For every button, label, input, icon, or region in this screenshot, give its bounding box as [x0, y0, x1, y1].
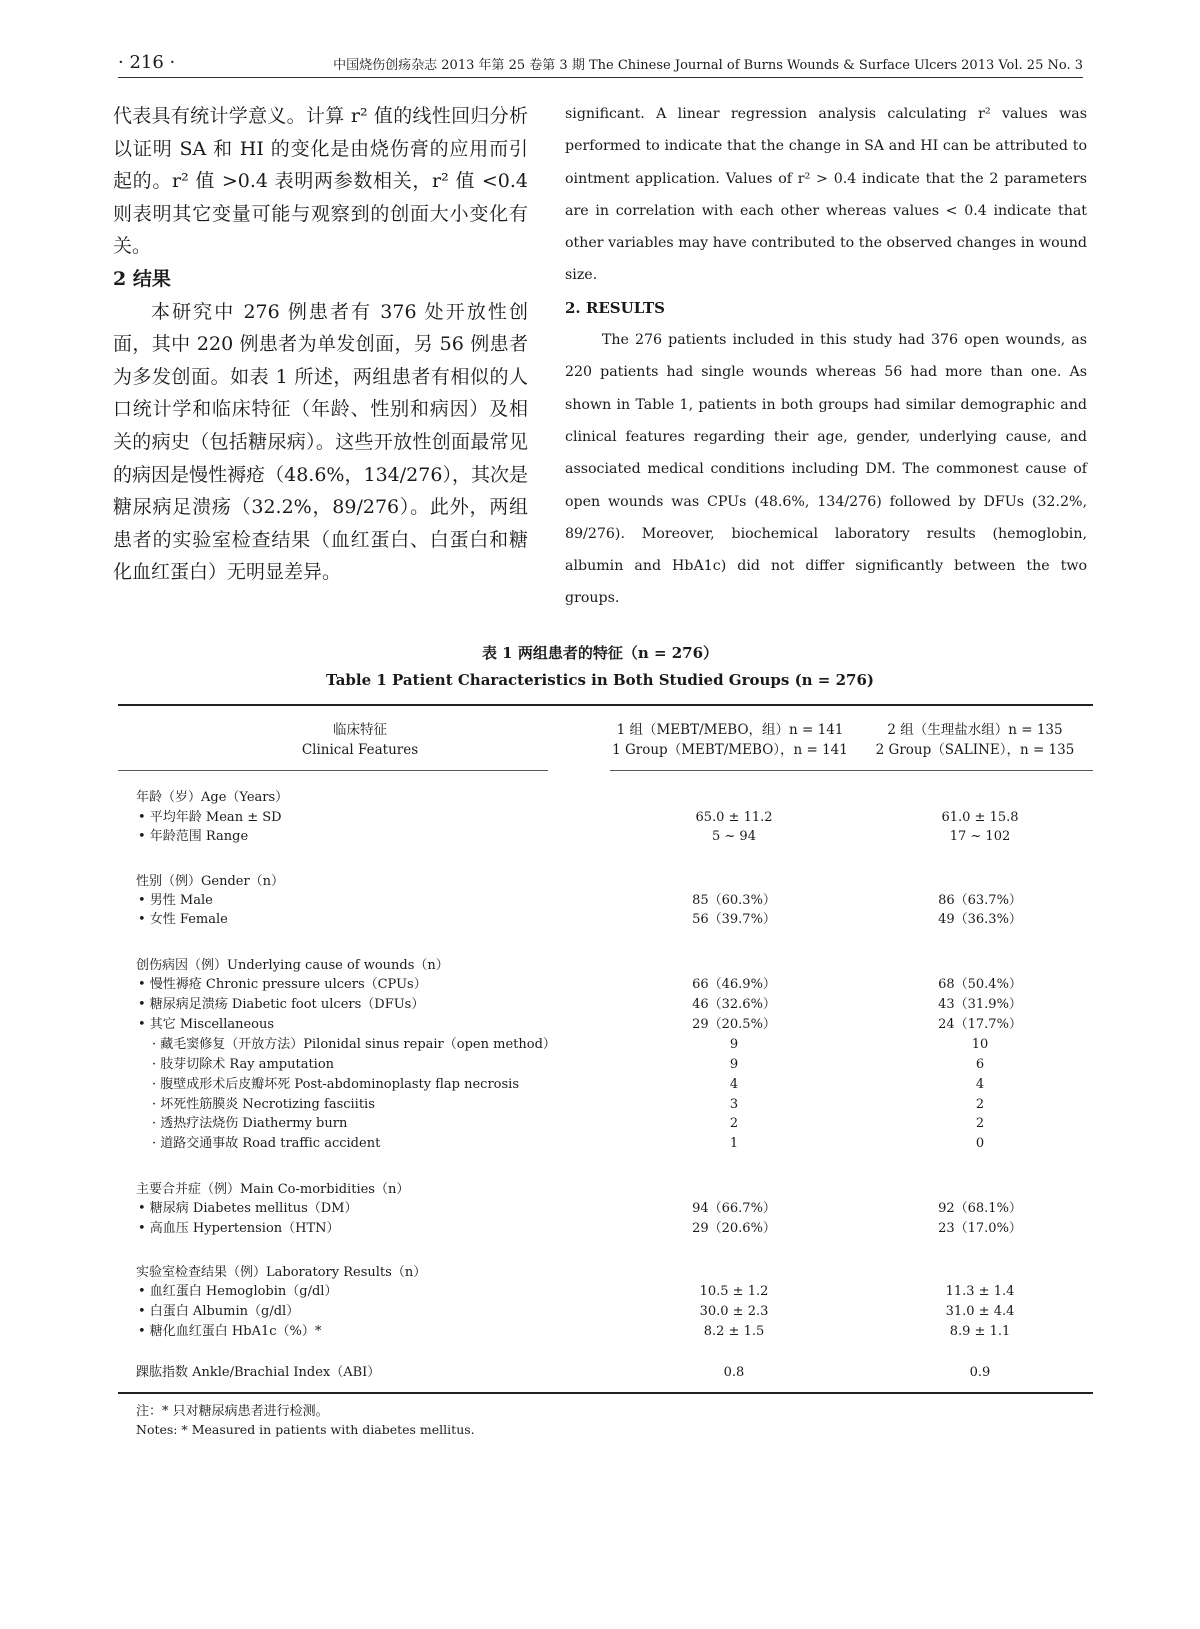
table-row: [0, 872, 1200, 892]
row-label: · 坏死性筋膜炎 Necrotizing fasciitis: [152, 1097, 375, 1112]
table-note-chinese: 注：* 只对糖尿病患者进行检测。: [136, 1404, 329, 1419]
row-label: · 道路交通事故 Road traffic accident: [152, 1136, 381, 1151]
table-row: [0, 1134, 1200, 1154]
chinese-paragraph-results: 本研究中 276 例患者有 376 处开放性创面，其中 220 例患者为单发创面，另 56 例患者为多发创面。如表 1 所述，两组患者有相似的人口统计学和临床特征（年龄、性别和病因）及相关的病史（包括糖尿病）。这些开放性创面最常见的病因是慢性褥疮（48.6%，134/276），其次是糖尿病足溃疡（32.2%，89/276）。此外，两组患者的实验室检查结果（血红蛋白、白蛋白和糖化血红蛋白）无明显差异。: [113, 300, 528, 584]
group1-value: 66（46.9%）: [692, 977, 776, 992]
row-label: • 糖化血红蛋白 HbA1c（%）*: [138, 1324, 322, 1339]
row-label: 实验室检查结果（例）Laboratory Results（n）: [136, 1265, 427, 1280]
group1-value: 3: [729, 1097, 739, 1112]
group1-value: 46（32.6%）: [692, 997, 776, 1012]
row-label: • 年龄范围 Range: [138, 829, 249, 844]
group1-value: 8.2 ± 1.5: [703, 1324, 765, 1339]
group1-value: 9: [729, 1057, 739, 1072]
row-label: · 透热疗法烧伤 Diathermy burn: [152, 1116, 348, 1131]
group2-value: 43（31.9%）: [938, 997, 1022, 1012]
group1-value: 65.0 ± 11.2: [695, 810, 773, 825]
group2-value: 11.3 ± 1.4: [945, 1284, 1015, 1299]
group2-value: 2: [975, 1097, 985, 1112]
table-header-rule-right: [610, 770, 1093, 771]
group1-value: 1: [729, 1136, 739, 1151]
group2-value: 6: [975, 1057, 985, 1072]
group1-value: 56（39.7%）: [692, 912, 776, 927]
group2-value: 0.9: [969, 1365, 991, 1380]
chinese-column: [113, 100, 528, 589]
group1-value: 2: [729, 1116, 739, 1131]
group1-value: 0.8: [723, 1365, 745, 1380]
table-note-english: Notes: * Measured in patients with diabetes mellitus.: [136, 1422, 475, 1437]
table-row: [0, 891, 1200, 911]
table-row: [0, 1363, 1200, 1383]
group2-value: 0: [975, 1136, 985, 1151]
table-top-rule: [118, 704, 1093, 706]
row-label: 性别（例）Gender（n）: [136, 874, 285, 889]
header-clinical-en: Clinical Features: [301, 742, 419, 758]
table-row: [0, 1035, 1200, 1055]
group2-value: 68（50.4%）: [938, 977, 1022, 992]
row-label: 踝肱指数 Ankle/Brachial Index（ABI）: [136, 1365, 381, 1380]
table-row: [0, 995, 1200, 1015]
row-label: • 糖尿病足溃疡 Diabetic foot ulcers（DFUs）: [138, 997, 425, 1012]
row-label: • 糖尿病 Diabetes mellitus（DM）: [138, 1201, 358, 1216]
english-paragraph-methods: significant. A linear regression analysis calculating r² values was performed to indicate that the change in SA and HI can be attributed to ointment application. Values of r² > 0.4 indicate that the 2 parameters are in correlation with each other whereas values < 0.4 indicate that other variables may have contributed to the observed changes in wound size.: [565, 106, 1087, 284]
group1-value: 29（20.5%）: [692, 1017, 776, 1032]
group2-value: 17 ~ 102: [949, 829, 1011, 844]
group2-value: 2: [975, 1116, 985, 1131]
table-row: [0, 1263, 1200, 1283]
row-label: · 藏毛窦修复（开放方法）Pilonidal sinus repair（open method）: [152, 1037, 556, 1052]
table-row: [0, 1015, 1200, 1035]
table-row: [0, 1282, 1200, 1302]
row-label: 年龄（岁）Age（Years）: [136, 790, 289, 805]
group1-value: 30.0 ± 2.3: [699, 1304, 769, 1319]
group1-value: 9: [729, 1037, 739, 1052]
english-paragraph-results: The 276 patients included in this study had 376 open wounds, as 220 patients had single wounds whereas 56 had more than one. As shown in Table 1, patients in both groups had similar demographic and clinical features regarding their age, gender, underlying cause, and associated medical conditions including DM. The commonest cause of open wounds was CPUs (48.6%, 134/276) followed by DFUs (32.2%, 89/276). Moreover, biochemical laboratory results (hemoglobin, albumin and HbA1c) did not differ significantly between the two groups.: [565, 332, 1087, 607]
table-row: [0, 1219, 1200, 1239]
row-label: • 平均年龄 Mean ± SD: [138, 810, 282, 825]
group2-value: 24（17.7%）: [938, 1017, 1022, 1032]
chinese-paragraph-methods: 代表具有统计学意义。计算 r² 值的线性回归分析以证明 SA 和 HI 的变化是由烧伤膏的应用而引起的。r² 值 >0.4 表明两参数相关，r² 值 <0.4 则表明其它变量可能与观察到的创面大小变化有关。: [113, 105, 528, 258]
header-group2-cn: 2 组（生理盐水组）n = 135: [887, 722, 1063, 738]
row-label: • 慢性褥疮 Chronic pressure ulcers（CPUs）: [138, 977, 427, 992]
row-label: • 白蛋白 Albumin（g/dl）: [138, 1304, 300, 1319]
group1-value: 94（66.7%）: [692, 1201, 776, 1216]
group2-value: 92（68.1%）: [938, 1201, 1022, 1216]
row-label: · 腹壁成形术后皮瓣坏死 Post-abdominoplasty flap necrosis: [152, 1077, 520, 1092]
row-label: • 高血压 Hypertension（HTN）: [138, 1221, 340, 1236]
group2-value: 4: [975, 1077, 985, 1092]
table-row: [0, 1114, 1200, 1134]
table-body: [0, 788, 1200, 1388]
table-row: [0, 975, 1200, 995]
row-label: · 肢芽切除术 Ray amputation: [152, 1057, 335, 1072]
table-row: [0, 1180, 1200, 1200]
row-label: 主要合并症（例）Main Co-morbidities（n）: [136, 1182, 410, 1197]
group2-value: 61.0 ± 15.8: [941, 810, 1019, 825]
table-row: [0, 1199, 1200, 1219]
group1-value: 4: [729, 1077, 739, 1092]
group2-value: 49（36.3%）: [938, 912, 1022, 927]
english-column: [565, 98, 1087, 615]
row-label: • 其它 Miscellaneous: [138, 1017, 275, 1032]
header-group-1: [600, 720, 860, 760]
table-row: [0, 1302, 1200, 1322]
group2-value: 10: [971, 1037, 989, 1052]
table-row: [0, 1055, 1200, 1075]
row-label: • 女性 Female: [138, 912, 228, 927]
header-rule: [118, 77, 1083, 78]
table-row: [0, 956, 1200, 976]
row-label: • 血红蛋白 Hemoglobin（g/dl）: [138, 1284, 338, 1299]
row-label: 创伤病因（例）Underlying cause of wounds（n）: [136, 958, 449, 973]
table-row: [0, 1095, 1200, 1115]
group1-value: 29（20.6%）: [692, 1221, 776, 1236]
chinese-results-heading: 2 结果: [113, 267, 171, 290]
table-row: [0, 910, 1200, 930]
page-header: [118, 52, 1083, 76]
table-row: [0, 1075, 1200, 1095]
running-head: 中国烧伤创疡杂志 2013 年第 25 卷第 3 期 The Chinese Journal of Burns Wounds & Surface Ulcers 2013 Vol. 25 No. 3: [333, 58, 1083, 73]
header-group1-cn: 1 组（MEBT/MEBO，组）n = 141: [616, 722, 844, 738]
group1-value: 85（60.3%）: [692, 893, 776, 908]
table-row: [0, 808, 1200, 828]
table-row: [0, 1322, 1200, 1342]
group1-value: 5 ~ 94: [712, 829, 756, 844]
group1-value: 10.5 ± 1.2: [699, 1284, 769, 1299]
table-header-rule-left: [118, 770, 548, 771]
page-number: · 216 ·: [118, 52, 176, 73]
table-caption-chinese: 表 1 两组患者的特征（n = 276）: [481, 644, 719, 662]
table-caption-english: Table 1 Patient Characteristics in Both Studied Groups (n = 276): [325, 671, 875, 689]
group2-value: 23（17.0%）: [938, 1221, 1022, 1236]
english-results-heading: 2. RESULTS: [565, 298, 666, 317]
header-clinical-features: [240, 720, 480, 760]
group2-value: 86（63.7%）: [938, 893, 1022, 908]
group2-value: 31.0 ± 4.4: [945, 1304, 1015, 1319]
table-bottom-rule: [118, 1392, 1093, 1394]
header-group-2: [865, 720, 1085, 760]
group2-value: 8.9 ± 1.1: [949, 1324, 1011, 1339]
table-row: [0, 788, 1200, 808]
header-clinical-cn: 临床特征: [333, 722, 387, 738]
header-group1-en: 1 Group（MEBT/MEBO），n = 141: [612, 742, 848, 758]
table-row: [0, 827, 1200, 847]
row-label: • 男性 Male: [138, 893, 213, 908]
header-group2-en: 2 Group（SALINE），n = 135: [875, 742, 1075, 758]
